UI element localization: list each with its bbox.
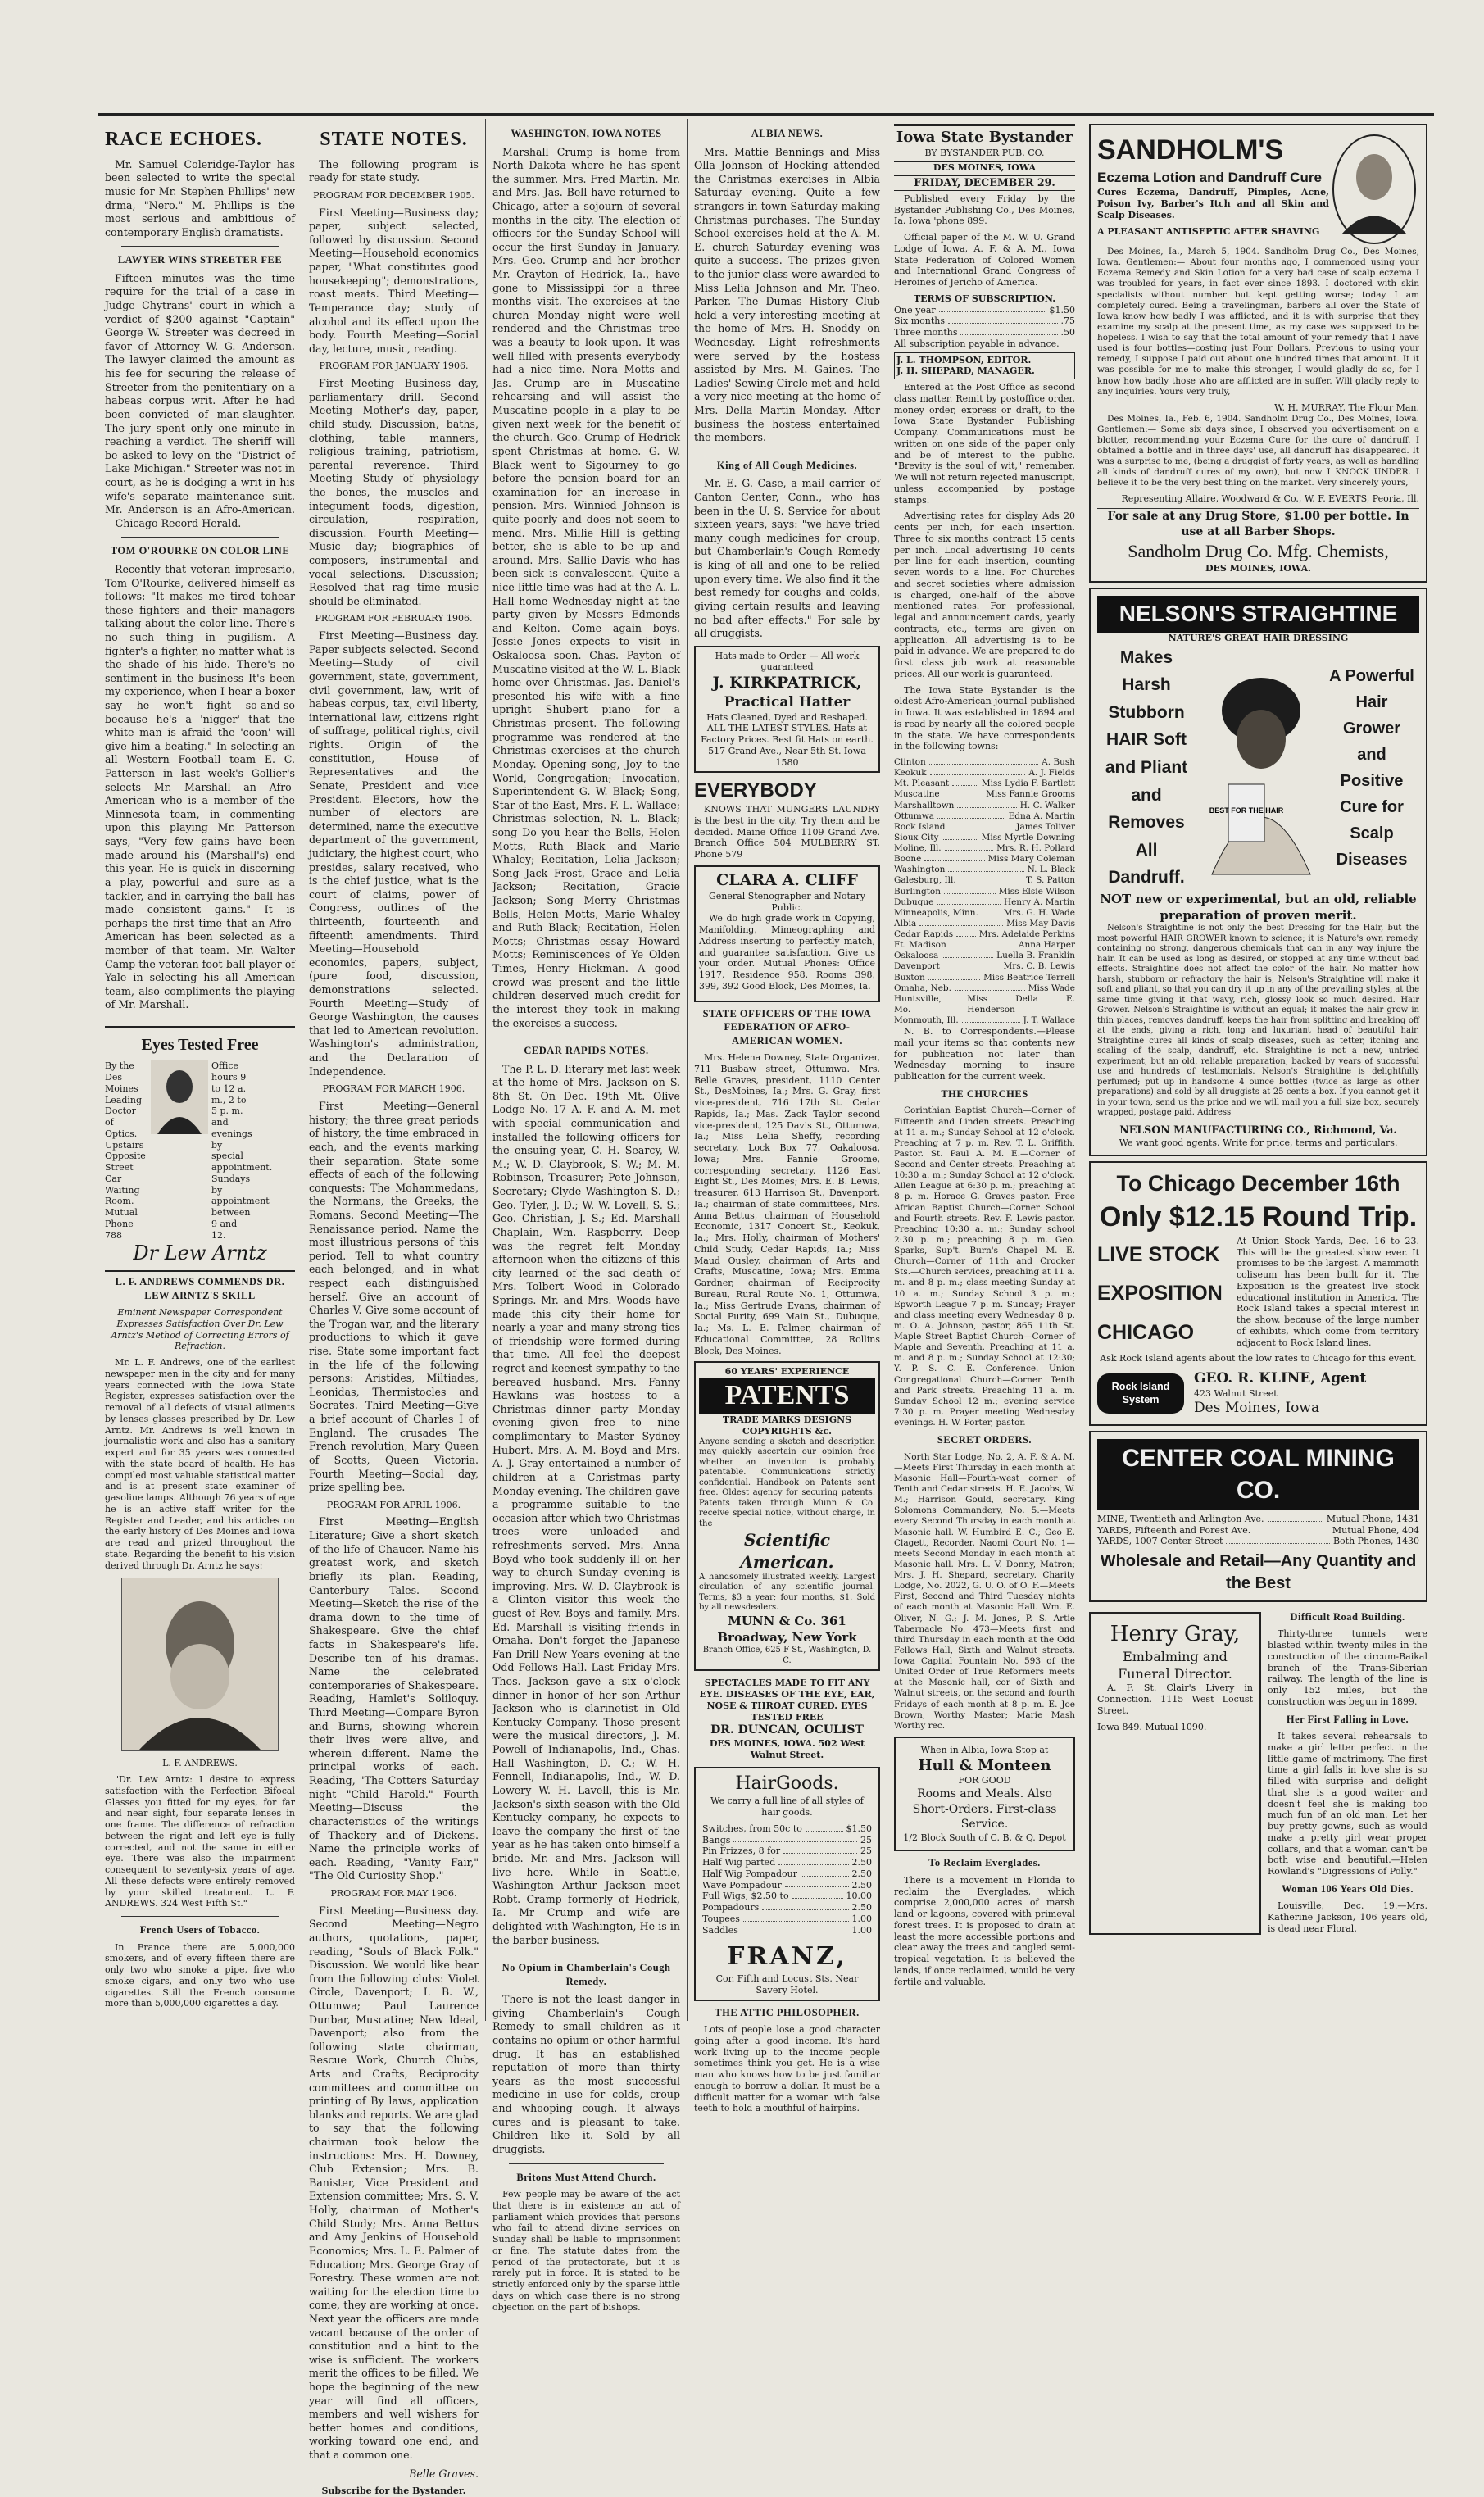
terms-row [894, 316, 1075, 327]
correspondent-row-value: Anna Harper [1018, 940, 1075, 951]
correspondent-row-value: H. C. Walker [1019, 800, 1075, 810]
nelson-left: Makes Harsh Stubborn HAIR Soft and Pliant and Removes All Dandruff. [1105, 647, 1188, 888]
subscribe-footer: Subscribe for the Bystander. [321, 2486, 466, 2497]
sandholm-company: Sandholm Drug Co. Mfg. Chemists, [1128, 541, 1389, 562]
program-may: PROGRAM FOR MAY 1906. [330, 1887, 457, 1899]
correspondent-row-value: Miss Fannie Grooms [986, 789, 1075, 800]
nelson-body: Nelson's Straightine is not only the best Dressing for the Hair, but the most powerful HAIR GROWER known to science; it is Nature's own remedy, containing no strong, dangerous chemicals that can in any way injure the hair. It can be used as long as desired, or stopped at any time without bad effects. Straightine does not affect the color of the hair. No matter how harsh, stubborn or refractory the hair is, Nelson's Straightine will make it soft and pliant, so that you can dry it up in any of the prevailing styles, at the same time giving it that wavy, rich, glossy look so much desired. Hair Grower. Nelson's Straightine is without an equal; it makes the hair grow in thin places, removes dandruff, keeps the hair from splitting and breaking off at the ends, giving a rich, long and luxuriant head of beautiful hair. Straightine cures all kinds of scalp diseases, such as tetter, itching and scaling of the scalp, dandruff, etc. Straightine is not a new, untried experiment, but an old, reliable preparation, backed by years of successful use and hundreds of testimonials. Nelson's Straightine is delightfully perfumed; put up in handsome 4 ounce bottles (twice as large as other preparations) and sold by all druggists at 25 cents a box. If you cannot get it in your town, send us the price and we will mail you a full size box, securely wrapped, postage paid. Address [1097, 924, 1419, 1118]
correspondent-row-label: Buxton [894, 972, 925, 983]
sandholm-letter-1: Des Moines, Ia., March 5, 1904. Sandholm Drug Co., Des Moines, Iowa. Gentlemen:— About four months ago, I commenced using your Eczema Remedy and Skin Lotion for a very bad case of scalp eczema I was troubled for years, in fact ever since 1893. I doctored with skin specialists without number but kept getting worse; today I am completely cured. Being a travelingman, barbers all over the State of Iowa know how badly I was afflicted, and it is with surprise that they examine my scalp at the present time, as my case was supposed to be hopeless. I wish to say that the total amount of your remedy that I have used is four bottles—costing just Four Dollars. Previous to using your remedy, I suppose I paid out about one hundred times that amount. It it was possible for me to make this stronger, I would gladly do so, for I know how badly those who are afflicted are in suffer. Will gladly reply to any inquiries. Yours very truly, [1097, 247, 1419, 397]
correspondent-row [894, 983, 1075, 994]
correspondent-row-value: J. T. Wallace [1023, 1015, 1075, 1026]
hair-item-value: 10.00 [846, 1891, 872, 1902]
publisher: BY BYSTANDER PUB. CO. [924, 147, 1045, 158]
coal-line [1097, 1536, 1419, 1547]
correspondent-row [894, 940, 1075, 951]
correspondent-row-value: James Toliver [1016, 821, 1075, 832]
washington-title: WASHINGTON, IOWA NOTES [511, 128, 662, 139]
hair-item-label: Saddles [702, 1924, 738, 1936]
correspondent-row [894, 1015, 1075, 1026]
coal-line-label: MINE, Twentieth and Arlington Ave. [1097, 1513, 1264, 1524]
sciam-body: A handsomely illustrated weekly. Largest circulation of any scientific journal. Terms, $3 a year; four months, $1. Sold by all newsdealers. [699, 1572, 875, 1613]
hair-item-label: Pompadours [702, 1902, 760, 1914]
hair-item [702, 1857, 872, 1868]
correspondent-row [894, 833, 1075, 843]
sandholm-sub: Eczema Lotion and Dandruff Cure [1097, 169, 1322, 185]
correspondent-row-label: Moline, Ill. [894, 843, 942, 854]
hair-price-list [702, 1823, 872, 1936]
correspondent-row [894, 929, 1075, 940]
sandholm-title: SANDHOLM'S [1097, 134, 1284, 166]
kirk-name: J. KIRKPATRICK, [712, 674, 862, 692]
hair-item [702, 1891, 872, 1902]
hair-item-value: 2.50 [851, 1902, 872, 1914]
column-1 [98, 124, 302, 2021]
coal-line-value: Mutual Phone, 404 [1332, 1524, 1419, 1536]
french-body: In France there are 5,000,000 smokers, and of every fifteen there are only two who smoke a pipe, five who smoke cigars, and only two who use cigarettes. Still the French consume more than 5,000,000 cigarettes a day. [105, 1941, 295, 2009]
correspondent-row-label: Muscatine [894, 789, 940, 800]
correspondent-row-value: Luella B. Franklin [996, 951, 1075, 961]
agent-city: Des Moines, Iowa [1194, 1400, 1320, 1417]
program-december: PROGRAM FOR DECEMBER 1905. [313, 189, 474, 201]
cough-body: Mr. E. G. Case, a mail carrier of Canton Center, Conn., who has been in the U. S. Service for about sixteen years, says: "we have tried many cough medicines for croup, but Chamberlain's Cough Remedy is king of all and one to be relied upon every time. We also find it the best remedy for coughs and colds, giving certain results and leaving no bad after effects." For sale by all druggists. [694, 477, 880, 640]
agent-name: GEO. R. KLINE, Agent [1194, 1370, 1367, 1387]
hair-item-label: Full Wigs, $2.50 to [702, 1891, 789, 1902]
correspondent-row-label: Rock Island [894, 821, 946, 832]
correspondent-row-label: Washington [894, 865, 946, 875]
hair-item-label: Switches, from 50c to [702, 1823, 802, 1834]
correspondent-row-value: A. Bush [1042, 757, 1075, 768]
lawyer-title: LAWYER WINS STREETER FEE [117, 254, 283, 266]
correspondent-row-label: Boone [894, 854, 922, 865]
livestock-title: LIVE STOCK EXPOSITION CHICAGO [1097, 1242, 1223, 1344]
correspondent-row-label: Oskaloosa [894, 951, 939, 961]
ad-rates: Advertising rates for display Ads 20 cents per inch, for each insertion. Three to six months contract 15 cents per inch. Local advertising 10 cents per line for each insertion, counting seven words to a line. For Churches and secret societies where admission is charged, one-half of the above mentioned rates. For professional, legal and announcement cards, yearly contracts, etc., terms are given on application. All advertising is to be paid in advance. We are prepared to do first class job work at reasonable prices. All our work is guaranteed. [894, 511, 1075, 679]
obit-title: Woman 106 Years Old Dies. [1282, 1882, 1414, 1895]
french-title: French Users of Tobacco. [139, 1924, 261, 1936]
program-march-body: First Meeting—General history; the three great periods of history, the time embraced in each, and the events marking their separation. State some effects of each of the following conquests: The Mohammedans, the Normans, the Greeks, the Romans. Second Meeting—The Renaissance period. Name the most illustrious persons of this period. Tell to what country each belonged, and in what respect each distinguished herself. Give an account of Charles V. Give some account of the Trogan war, and the literary productions to which it gave rise. State some important fact in the life of the following persons: Aristides, Miltiades, Leonidas, Thermistocles and Socrates. Third Meeting—Give a brief account of Charles I of England. The crusades The French revolution, Mary Queen of Scotts, Queen Victoria. Fourth Meeting—Social day, prize spelling bee. [309, 1100, 479, 1494]
terms-row-value: .75 [1060, 316, 1075, 327]
albia-box: When in Albia, Iowa Stop at [920, 1744, 1049, 1755]
obit-body: Louisville, Dec. 19.—Mrs. Katherine Jackson, 106 years old, is dead near Floral. [1268, 1900, 1427, 1934]
oculist-address: DES MOINES, IOWA. 502 West Walnut Street. [709, 1737, 865, 1760]
correspondent-row [894, 789, 1075, 800]
hair-item-label: Toupees [702, 1913, 740, 1924]
churches-body: Corinthian Baptist Church—Corner of Fifteenth and Linden streets. Preaching at 11 a. m.; Sunday School at 12 o'clock. Preaching at 7 p. m. Rev. T. L. Griffith, Pastor. St. Paul A. M. E.—Corner of Second and Center streets. Preaching at 10:30 a. m.; Sunday School at 12 o'clock. Allen League at 6:30 p. m.; preaching at 8 p. m. Horace G. Graves pastor. Free African Baptist Church—Corner School and Fourth streets. Rev. F. Lewis pastor. Preaching 10:30 a. m.; Sunday school 2:30 p. m.; preaching 8 p. m. Geo. Sparks, Sup't. Burn's Chapel M. E. Church—Corner of 11th and Crocker Sts.—Church services, preaching at 11 a. m. and 8 p. m.; class meeting Sunday at 10 a. m.; Sunday School 3 p. m.; Epworth League 7 p. m. Sunday; Prayer and class meeting every Wednesday 8 p. m. O. A. Johnson, pastor, 865 11th St. Maple Street Baptist Church—Corner of Maple and Seventh. Preaching at 11 a. m. and 8 p. m.; Sunday School at 12:30; Y. P. S. C. E. Conference. Union Congregational Church—Corner Tenth and Park streets. Preaching 11 a. m. Sunday School 12 m.; evening service 7:30 p. m. Prayer meeting Wednesday evenings. H. W. Porter, pastor. [894, 1105, 1075, 1428]
secret-body: North Star Lodge, No. 2, A. F. & A. M.—Meets First Thursday in each month at Masonic Hall—Fourth-west corner of Tenth and Cedar streets. H. E. Jacobs, W. M.; Harrison Gould, secretary. King Solomons Commandery, No. 5.—Meets every Second Thursday in each month at Masonic hall. W. Humbird E. C.; Geo E. Clagett, Recorder. Naomi Court No. 1—meets Second Monday in each month at Masonic hall. Mrs. L. V. Donny, Matron; Mrs. J. H. Shepard, secretary. Charity Lodge, No. 2022, G. U. O. of O. F.—Meets First, Second and Third Tuesday nights of each month at Masonic Hall. Wm. E. Oliver, N. G.; J. M. Jones, P. S. Artie Tabernacle No. 473—Meets first and third Thursday in each month at the Odd Fellows Hall, Sixth and Walnut streets. Iowa Capital Fountain No. 593 of the United Order of True Reformers meets at the Masonic hall, cor of Sixth and Walnut streets, on the second and fourth Fridays of each month at 8 p. m. E. Joe Brown, Worthy Master; Marie Mash Worthy rec. [894, 1451, 1075, 1731]
washington-body: Marshall Crump is home from North Dakota where he has spent the summer. Mrs. Fred Martin. Mr. and Mrs. Jas. Bell have returned to Chicago, after a sojourn of several months in the city. The election of officers for the Sunday School will occur the first Sunday in January. Mrs. Geo. Crump and her brother Mr. Crayton of Hedrick, Ia., have gone to Mississippi for a three months visit. The exercises at the church Monday night were well rendered and the Christmas tree was a beauty to look upon. It was well filled with presents everybody had a nice time. Nora Motts and Jas. Crump are in Muscatine rehearsing and will assist the Muscatine people in a play to be given next week for the benefit of the church. Geo. Crump of Hedrick spent Christmas at home. G. W. Black went to Sigourney to go before the pension board for an examination for an increase in pension. Mrs. Winnied Johnson is quite poorly and does not seem to mend. Mrs. Millie Hill is getting better, she is able to be up and around. Mrs. Sallie Davis who has been sick is convalescent. Quite a nice little time was had at the A. L. Hall home Wednesday night at the party given by Messrs Edmonds and Kelton. Come again boys. Jessie Jones expects to visit in Oskaloosa soon. Chas. Payton of Muscatine visited at the W. L. Black home over Christmas. Jas. Daniel's presented his wife with a fine upright Shubert piano for a Christmas present. The following programme was rendered at the Christmas exercises at the church Monday. Opening song, Joy to the World, Congregation; Invocation, Superintendent G. W. Black; Song, Star of the East, Mrs. F. L. Wallace; Christmas selection, N. L. Black; song Do you hear the Bells, Helen Motts, Ruth Black and Marie Whaley; Recitation, Lelia Jackson; Song Jack Frost, Grace and Lelia Jackson; Recitation, Gracie Jackson; Song Merry Christmas Bells, Helen Motts, Marie Whaley and Ruth Black; Recitation, Helen Motts; Christmas essay Howard Motts; Reminiscences of Ye Olden Times, Henry Hickman. A good crowd was present and the little children deserved much credit for the interest they took in making the exercises a success. [492, 145, 680, 1029]
sandholm-ad [1089, 124, 1427, 583]
andrews-letter: "Dr. Lew Arntz: I desire to express satisfaction with the Perfection Bifocal Glasses you fitted for my eyes, for far and near sight, four separate lenses in one frame. The difference of refraction between the right and left eye is fully corrected, and not the same in either eye. There was also the impairment consequent to seventy-six years of age. All these defects were entirely removed by your skilled treatment. L. F. ANDREWS. 324 West Fifth St." [105, 1774, 295, 1909]
correspondent-row [894, 897, 1075, 908]
column-5 [887, 124, 1082, 2021]
sandholm-cures: Cures Eczema, Dandruff, Pimples, Acne, Poison Ivy, Barber's Itch and all Skin and Scalp Diseases. [1097, 187, 1329, 220]
chicago-title: To Chicago December 16th [1116, 1171, 1400, 1196]
editor: J. L. THOMPSON, EDITOR. [896, 354, 1032, 365]
sandholm-portrait-icon [1329, 132, 1419, 247]
correspondent-row-label: Ft. Madison [894, 940, 946, 951]
tom-title: TOM O'ROURKE ON COLOR LINE [110, 545, 290, 557]
hair-item [702, 1902, 872, 1914]
correspondent-row [894, 994, 1075, 1015]
correspondent-row-label: Sioux City [894, 832, 939, 842]
correspondents-list [894, 757, 1075, 1026]
munn-company: MUNN & Co. 361 Broadway, New York [717, 1613, 857, 1645]
chicago-body: At Union Stock Yards, Dec. 16 to 23. This will be the greatest show ever. It promises to be the largest. A mammoth coliseum has been built for it. The Exposition is the greatest live stock educational institution in America. The Rock Island takes a special interest in the show, because of the large number of exhibits, which come from territory adjacent to Rock Island lines. [1237, 1235, 1419, 1348]
tom-body: Recently that veteran impresario, Tom O'Rourke, delivered himself as follows: "It makes me tired tohear these fighters and their managers talking about the color line. There's no such thing in pugilism. A fighter's a fighter, no matter what is the shade of his hide. There's no sentiment in the business It's been my experience, when I hear a boxer say he won't fight so-and-so because he's a 'nigger' that the white man is afraid the 'coon' will give him a beating." In selecting an all Western Football team E. C. Patterson in last week's Gollier's selects Mr. Marshall an Afro-American who is a member of the Minnesota team, in commenting upon this playing Mr. Patterson says, "Very few gains have been made around his (Marshall's) end this year. He is quick in discerning a play, powerful and sure as a tackler, and in carrying the ball has made consistent gains." It is perhaps the first time that an Afro-American has been selected as a member of that team. Mr. Walter Camp the veteran foot-ball player of Yale in selecting his all American team, also compliments the playing of Mr. Marshall. [105, 562, 295, 1011]
sandholm-tag: A PLEASANT ANTISEPTIC AFTER SHAVING [1097, 225, 1320, 237]
lawyer-body: Fifteen minutes was the time require for the trial of a case in Judge Chytrans' court in which a verdict of $200 against "Captain" George W. Streeter was decreed in favor of Attorney W. G. Anderson. The lawyer claimed the amount as his fee for securing the release of Streeter from the penitentiary on a habeas corpus writ. After he had been convicted of man-slaughter. The jury spent only one minute in reaching a verdict. The sheriff will be asked to levy on the "District of Lake Michigan." Streeter was not in court, as he is dodging a writ in his wife's separate maintenance suit. Mr. Anderson is an Afro-American.—Chicago Record Herald. [105, 271, 295, 529]
pub-note: Published every Friday by the Bystander Publishing Co., Des Moines, Ia. Iowa 'phone 899. [894, 193, 1075, 227]
state-notes-title: STATE NOTES. [320, 129, 468, 150]
coal-tag: Wholesale and Retail—Any Quantity and the Best [1100, 1552, 1417, 1592]
correspondent-row-value: Edna A. Martin [1008, 810, 1075, 821]
rock-island-ad [1089, 1161, 1427, 1425]
hull-name: Hull & Monteen [918, 1756, 1051, 1774]
sandholm-city: DES MOINES, IOWA. [1205, 563, 1311, 574]
nelson-ad [1089, 588, 1427, 1157]
attic-title: THE ATTIC PHILOSOPHER. [715, 2006, 860, 2018]
officers-title: STATE OFFICERS OF THE IOWA FEDERATION OF AFRO-AMERICAN WOMEN. [702, 1007, 872, 1046]
hair-item-value: 1.00 [851, 1913, 872, 1924]
column-6 [1082, 124, 1434, 2021]
program-march: PROGRAM FOR MARCH 1906. [322, 1083, 465, 1095]
andrews-body: Mr. L. F. Andrews, one of the earliest newspaper men in the city and for many years connected with the Iowa State Register, expresses satisfaction over the removal of all defects of visual ailments by lenses glasses prescribed by Dr. Lew Arntz. Mr. Andrews is well known in journalistic work and also has a sanitary expert and for 35 years was connected with the state board of health. He has compiled most valuable statistical matter and is at present state examiner of gasoline lamps. Although 76 years of age he is an active staff writer for the Register and Leader, and his articles on the early history of Des Moines and Iowa are read and prized throughout the state. Regarding the benefit to his vision derived through Dr. Arntz he says: [105, 1357, 295, 1571]
everglades-body: There is a movement in Florida to reclaim the Everglades, which comprise 2,000,000 acres of marsh land or lagoons, covered with primeval forest trees. It is proposed to drain at least the more accessible portions and clear away the trees and tangled semi-tropical vegetation. It is believed the lands, if once reclaimed, would be very fertile and valuable. [894, 1874, 1075, 1987]
gray-title: Henry Gray, [1110, 1621, 1241, 1646]
letter-1-signature: W. H. MURRAY, The Flour Man. [1274, 402, 1419, 413]
hull-sub: FOR GOOD [958, 1775, 1011, 1786]
opium-body: There is not the least danger in giving Chamberlain's Cough Remedy to small children as it contains no opium or other harmful drug. It has an established reputation of more than thirty years as the most successful medicine in use for colds, croup and whooping cough. It always cures and is pleasant to take. Children like it. Sold by all druggists. [492, 1993, 680, 2155]
cough-title: King of All Cough Medicines. [716, 459, 858, 471]
correspondent-row-value: Miss Beatrice Terrell [983, 972, 1075, 983]
gray-sub: Embalming and Funeral Director. [1118, 1649, 1232, 1682]
henry-gray-ad [1089, 1612, 1261, 1935]
churches-title: THE CHURCHES [941, 1087, 1028, 1100]
cedar-body: The P. L. D. literary met last week at the home of Mrs. Jackson on S. 8th St. On Dec. 19th Mt. Olive Lodge No. 17 A. F. and A. M. met with special communication and installed the following officers for the ensuing year, C. H. Searcy, W. M.; W. D. Claybrook, S. W.; M. M. Robinson, Treasurer; Pete Johnson, Secretary; Clyde Washington S. D.; Geo. Tyler, J. D.; W. W. Lovell, S. S.; Geo. Christian, J. S.; Ed. Marshall Chaplain, Wm. Raspberry. Deep was the regret felt Monday afternoon when the citizens of this city learned of the sad death of Mrs. Tolbert Wood in Colorado Springs. Mr. and Mrs. Woods have made this city their home for nearly a year and many strong ties of friendship were formed during that time. All feel the deepest regret and keenest sympathy to the bereaved husband. Mrs. Fanny Hawkins was hostess to a Christmas dinner party Monday evening given free to nine complimentary to Master Sydney Hubert. Mrs. A. M. Boyd and Mrs. A. J. Gray entertained a number of children at a Christmas party Monday evening. The children gave a programme suitable to the occasion after which two Christmas trees were unloaded and refreshments served. Mrs. Anna Boyd who took suddenly ill on her way to church Sunday evening is improving. Mrs. W. D. Claybrook is a Clinton visitor this week the guest of Rev. Boys and family. Mrs. Ed. Marshall is visiting friends in Omaha. Don't forget the Japanese Fan Drill New Years evening at the Odd Fellows Hall. Last Friday Mrs. Thos. Jackson gave a six o'clock dinner in honor of her son Arthur Jackson who is clarinetist in Old Kentucky Company. Those present were the musical directors, J. M. Powell of Indianapolis, Ind., Chas. Hall Washington, D. C.; W. H. Fennell, Indianapolis, Ind., W. D. Lowery W. H. Lavell, this is Mr. Jackson's sixth season with the Old Kentucky company, he expects to leave the company the first of the year as he has taken onto himself a bride. Mr. and Mrs. Jackson will live here. While in Seattle, Washington Arthur Jackson meet Robt. Cramp formerly of Hedrick, Ia. Mr Crump and wife are delighted with Washington, He is in the barber business. [492, 1062, 680, 1946]
kirk-trade: Practical Hatter [724, 694, 851, 711]
terms-row [894, 305, 1075, 316]
correspondent-row-label: Dubuque [894, 897, 934, 907]
kirk-body: Hats Cleaned, Dyed and Reshaped. ALL THE LATEST STYLES. Hats at Factory Prices. Best fit Hats on earth. 517 Grand Ave., Near 5th St. Iowa 1580 [701, 711, 874, 768]
oculist-ad [694, 1676, 880, 1762]
bottle-label: BEST FOR THE HAIR [1209, 806, 1284, 815]
hair-item-label: Wave Pompadour [702, 1879, 782, 1891]
hair-goods-ad [694, 1767, 880, 2000]
correspondent-row-value: Mrs. R. H. Pollard [996, 843, 1075, 854]
patents-ad [694, 1361, 880, 1671]
correspondent-row-label: Clinton [894, 757, 926, 768]
hair-item-value: 1.00 [851, 1924, 872, 1936]
correspondent-row-value: Henry A. Martin [1003, 897, 1075, 907]
laundry-ad [694, 778, 880, 860]
franz-name: FRANZ, [727, 1942, 847, 1972]
correspondent-row-label: Marshalltown [894, 800, 955, 810]
program-february: PROGRAM FOR FEBRUARY 1906. [315, 613, 473, 624]
hair-item [702, 1914, 872, 1925]
correspondent-row-value: A. J. Fields [1028, 768, 1075, 779]
cedar-title: CEDAR RAPIDS NOTES. [524, 1045, 649, 1057]
coal-line [1097, 1514, 1419, 1525]
correspondent-row-label: Albia [894, 918, 917, 928]
nelson-sub: NATURE'S GREAT HAIR DRESSING [1168, 632, 1349, 643]
sandholm-letter-2: Des Moines, Ia., Feb. 6, 1904. Sandholm Drug Co., Des Moines, Iowa. Gentlemen:— Some six days since, I observed you advertisement on a blotter, recommending your Eczema Cure for the cure of dandruff. I obtained a bottle and in three days' use, all dandruff has disappeared. It was a surprise to me, (being a druggist of forty years, as well as handling all kinds of dandruff cures of my own), but now I KNOCK UNDER. I believe it to be the very best thing on the market. Very sincerely yours, [1097, 413, 1419, 488]
correspondent-row-label: Ottumwa [894, 810, 935, 821]
hair-item-label: Pin Frizzes, 8 for [702, 1846, 781, 1857]
program-april-body: First Meeting—English Literature; Give a short sketch of the life of Chaucer. Name his greatest work, and sketch briefly its plan. Reading, Canterbury Tales. Second Meeting—Sketch the rise of the drama down to the time of Shakespeare. Give the chief facts in Shakespeare's life. Describe ten of his dramas. Name the celebrated contemporaries of Shakespeare. Reading, Hamlet's Soliloquy. Third Meeting—Compare Byron and Burns, showing wherein their lives were alive, and wherein different. Name the principal works of each. Reading, "The Cotters Saturday night "Child Harold." Fourth Meeting—Discuss the characteristics of the writings of Thackery and of Dickens. Name the principle works of each. Reading, "Vanity Fair," "The Old Curiosity Shop." [309, 1515, 479, 1882]
correspondent-row-value: T. S. Patton [1025, 875, 1075, 886]
munn-branch: Branch Office, 625 F St., Washington, D. C. [702, 1646, 872, 1665]
history: The Iowa State Bystander is the oldest Afro-American journal published in Iowa. It was established in 1894 and is read by nearly all the colored people in the state. We have correspondents in the following towns: [894, 684, 1075, 752]
kirk-head: Hats made to Order — All work guaranteed [715, 650, 860, 673]
correspondent-row-label: Monmouth, Ill. [894, 1015, 959, 1026]
scientific-american: Scientific American. [740, 1530, 834, 1572]
correspondent-row-label: Keokuk [894, 768, 927, 779]
gray-phones: Iowa 849. Mutual 1090. [1097, 1721, 1207, 1732]
eyes-body: By the Des Moines Leading Doctor of Optics. Upstairs Opposite Street Car Waiting Room. Mutual Phone 788 [105, 1060, 146, 1241]
hair-item [702, 1823, 872, 1835]
hair-item [702, 1925, 872, 1936]
terms-row [894, 327, 1075, 338]
kirkpatrick-ad [694, 646, 880, 774]
franz-address: Cor. Fifth and Locust Sts. Near Savery Hotel. [715, 1973, 859, 1995]
clara-sub: General Stenographer and Notary Public. [708, 890, 866, 913]
terms-row-value: .50 [1060, 327, 1075, 338]
sandholm-sale: For sale at any Drug Store, $1.00 per bottle. In use at all Barber Shops. [1097, 508, 1419, 539]
correspondent-row [894, 779, 1075, 789]
nelson-right: A Powerful Hair Grower and Positive Cure for Scalp Diseases [1329, 666, 1414, 869]
correspondent-note: N. B. to Correspondents.—Please mail your items so that contents new for publication not later than Wednesday morning to insure publication for the current week. [894, 1026, 1075, 1083]
correspondent-row-value: Miss Lydia F. Bartlett [981, 779, 1075, 789]
program-may-body: First Meeting—Business day. Second Meeting—Negro authors, quotations, paper, reading, "Souls of Black Folk." Discussion. We would like hear from the following clubs: Violet Circle, Davenport; I. B. W., Ottumwa; Paul Laurence Dunbar, Muscatine; New Ideal, Davenport; also from the following state chairman, Rescue Work, Church Clubs, Arts and Crafts, Reciprocity committees and committee on printing of By laws, application blanks and reports. We are glad to say that the following chairman took below the instructions: Mrs. H. Downey, Club Extension; Mrs. B. Banister, Vice President and Extension committee; Mrs. S. V. Holly, chairman of Mother's Child Study; Mrs. Anna Bettus and Amy Jenkins of Household Economics; Mrs. L. E. Palmer of Education; Mrs. George Gray of Forestry. These women are not waiting for the election time to come, they are working at once. Next year the officers are made vacant because of the order of constitution and a hint to the wise is sufficient. The workers merit the offices to be filled. We hope the beginning of the new year will find all officers, members and well wishers for better homes and conditions, working toward one end, and that a common one. [309, 1904, 479, 2462]
hair-item-value: 2.50 [851, 1868, 872, 1879]
state-notes-intro: The following program is ready for state study. [309, 157, 479, 184]
correspondent-row [894, 811, 1075, 822]
andrews-portrait-icon [121, 1578, 279, 1751]
hair-item [702, 1880, 872, 1891]
road-title: Difficult Road Building. [1290, 1610, 1405, 1623]
everybody-body: KNOWS THAT MUNGERS LAUNDRY is the best in the city. Try them and be decided. Maine Office 1109 Grand Ave. Branch Office 504 MULBERRY ST. Phone 579 [694, 804, 880, 860]
race-echoes-body: Mr. Samuel Coleridge-Taylor has been selected to write the special music for Mr. Stephen Phillips' new drma, "Nero." M. Phillips is the most serious and ambitious of contemporary English dramatists. [105, 157, 295, 238]
nelson-company: NELSON MANUFACTURING CO., Richmond, Va. [1119, 1123, 1397, 1136]
correspondent-row-label: Huntsville, Mo. [894, 993, 942, 1015]
coal-line-label: YARDS, Fifteenth and Forest Ave. [1097, 1524, 1251, 1536]
notice: Entered at the Post Office as second class matter. Remit by postoffice order, money order, express or draft, to the Iowa State Bystander Publishing Company. Communications must be written on one side of the paper only and be of interest to the public. "Brevity is the soul of wit," remember. We will not return rejected manuscript, unless accompanied by postage stamps. [894, 382, 1075, 506]
correspondent-row-value: Miss Mary Coleman [987, 854, 1075, 865]
portrait-caption: L. F. ANDREWS. [162, 1758, 238, 1769]
correspondent-row [894, 919, 1075, 929]
rock-island-logo: Rock Island System [1097, 1373, 1184, 1414]
correspondent-row [894, 887, 1075, 897]
masthead: Iowa State Bystander [896, 129, 1073, 146]
correspondent-row-label: Burlington [894, 886, 942, 897]
correspondent-row [894, 854, 1075, 865]
agent-address: 423 Walnut Street [1194, 1387, 1278, 1399]
nelson-not: NOT new or experimental, but an old, reliable preparation of proven merit. [1100, 891, 1417, 923]
coal-line-value: Mutual Phone, 1431 [1326, 1513, 1419, 1524]
terms-row-value: $1.50 [1049, 304, 1075, 316]
doctor-signature: Dr Lew Arntz [133, 1242, 267, 1265]
correspondent-row-value: Mrs. G. H. Wade [1003, 907, 1075, 918]
correspondent-row [894, 961, 1075, 972]
love-title: Her First Falling in Love. [1286, 1713, 1409, 1725]
program-february-body: First Meeting—Business day. Paper subjects selected. Second Meeting—Study of civil government, state, government, civil government, law, writ of habeas corpus, tax, civil liberty, international law, citizens right of suffrage, political rights, civil rights. Origin of the constitution, House of Representatives and the Senate, President and vice President. Electors, how the number of electors are determined, name the executive department of the government, judiciary, the highest court, who presides, salary received, who is the chief justice, what is the court of claims, power of Congress, outlines of the thirteenth, fourteenth and fifteenth amendments. Third Meeting—Household economics, papers, subject, (pure food, discussion, demonstrations selected. Fourth Meeting—Study of George Washington, the causes that led to American revolution. Washington's administration, and the Declaration of Independence. [309, 629, 479, 1078]
correspondent-row [894, 757, 1075, 768]
column-2 [302, 124, 485, 2497]
correspondent-row-value: Miss Myrtle Downing [981, 832, 1075, 842]
coal-title: CENTER COAL MINING CO. [1097, 1439, 1419, 1510]
officers-body: Mrs. Helena Downey, State Organizer, 711 Busbaw street, Ottumwa. Mrs. Belle Graves, president, 1110 Center St., DesMoines, Ia.; Mrs. G. Gray, first vice-president, 716 17th St. Cedar Rapids, Ia.; Mas. Zack Taylor second vice-president, 125 Davis St., Ottumwa, Ia.; Miss Lelia Sheffy, recording secretary, Lock Box 77, Oakaloosa, Iowa; Mrs. Fannie Groome, corresponding secretary, 1126 East Eight St., Des Moines; Mrs. E. B. Lewis, treasurer, 613 Harrison St., Davenport, Ia.; chairman of state committees, Mrs. Anna Bettus, chairman of Household Economic, 1317 Concert St., Keokuk, Ia.; Mrs. Holly, chairman of Mothers' Child Study, Cedar Rapids, Ia.; Miss Maud Ousley, chairman of Arts and Crafts, Muscatine, Iowa; Mrs. Emma Gardner, chairman of Reciprocity Bureau, Rural Route No. 1, Ottumwa, Ia.; Miss Gertrude Evans, chairman of Social Purity, 699 Main St., Dubuque, Ia.; Ms. L. E. Palmer, chairman of Educational Committee, 28 Rollins Block, Des Moines. [694, 1052, 880, 1356]
correspondent-row-label: Omaha, Neb. [894, 983, 951, 993]
correspondent-row-value: Miss Wade [1028, 983, 1075, 993]
correspondent-row [894, 875, 1075, 886]
correspondent-row-label: Cedar Rapids [894, 929, 954, 940]
letter-2-signature: Representing Allaire, Woodward & Co., W. F. EVERTS, Peoria, Ill. [1121, 493, 1419, 505]
patents-body: Anyone sending a sketch and description may quickly ascertain our opinion free whether an invention is probably patentable. Communications strictly confidential. Handbook on Patents sent free. Oldest agency for securing patents. Patents taken through Munn & Co. receive special notice, without charge, in the [699, 1437, 875, 1528]
patents-title: PATENTS [699, 1378, 875, 1414]
correspondent-row-label: Galesburg, Ill. [894, 875, 956, 886]
albia-body: Mrs. Mattie Bennings and Miss Olla Johnson of Hocking attended the Christmas exercises in Albia Saturday evening. Quite a few strangers in town Saturday making Christmas purchases. The Sunday School exercises held at the A. M. E. church Saturday evening was quite a success. The prizes given to the junior class were awarded to Miss Lelia Johnson and Mr. Theo. Parker. The Dumas History Club held a very interesting meeting at the home of Mrs. H. Snoddy on Wednesday. Light refreshments were served by the hostess assisted by Mrs. M. Gaines. The Ladies' Sewing Circle met and held a very nice meeting at the home of Mrs. Della Martin Monday. After business the hostess entertained the members. [694, 145, 880, 444]
newspaper-page [98, 113, 1434, 2497]
chicago-price: Only $12.15 Round Trip. [1099, 1201, 1418, 1233]
nelson-agents: We want good agents. Write for price, terms and particulars. [1119, 1137, 1398, 1148]
clara-name: CLARA A. CLIFF [716, 870, 858, 889]
race-echoes-title: RACE ECHOES. [105, 129, 263, 150]
patents-years: 60 YEARS' EXPERIENCE [724, 1366, 850, 1378]
hair-item-value: 2.50 [851, 1879, 872, 1891]
hair-item-value: $1.50 [846, 1823, 872, 1834]
correspondent-row [894, 768, 1075, 779]
correspondent-row-value: Miss May Davis [1006, 918, 1075, 928]
hull-address: 1/2 Block South of C. B. & Q. Depot [903, 1832, 1066, 1843]
hair-item-label: Half Wig Pompadour [702, 1868, 798, 1879]
eyes-tested-ad [105, 1026, 295, 1272]
oculist-name: DR. DUNCAN, OCULIST [710, 1723, 864, 1737]
program-january: PROGRAM FOR JANUARY 1906. [319, 361, 469, 372]
terms-title: TERMS OF SUBSCRIPTION. [913, 293, 1056, 304]
terms-row-label: Three months [894, 327, 958, 338]
coal-line-value: Both Phones, 1430 [1332, 1536, 1419, 1547]
albia-title: ALBIA NEWS. [751, 128, 824, 139]
coal-line [1097, 1525, 1419, 1537]
correspondent-row-label: Mt. Pleasant [894, 779, 950, 789]
hair-item-value: 2.50 [851, 1857, 872, 1868]
eyes-office-hours: Office hours 9 to 12 a. m., 2 to 5 p. m. and evenings by special appointment. Sundays by appointment between 9 and 12. [211, 1060, 273, 1241]
correspondent-row [894, 843, 1075, 854]
correspondent-row-value: Mrs. Adelaide Perkins [978, 929, 1075, 940]
eyes-title: Eyes Tested Free [141, 1036, 259, 1055]
britons-title: Britons Must Attend Church. [516, 2171, 656, 2183]
column-3 [486, 124, 687, 2313]
hair-item [702, 1868, 872, 1880]
correspondent-row-value: Miss Elsie Wilson [998, 886, 1075, 897]
chicago-ask: Ask Rock Island agents about the low rates to Chicago for this event. [1100, 1353, 1417, 1364]
official-paper: Official paper of the M. W. U. Grand Lodge of Iowa, A. F. & A. M., Iowa State Federation of Colored Women and International Grand Congress of Heroines of Jericho of America. [894, 232, 1075, 288]
terms-advance: All subscription payable in advance. [894, 338, 1060, 349]
hair-item-value: 25 [860, 1834, 872, 1846]
hair-item-label: Bangs [702, 1834, 731, 1846]
hair-intro: We carry a full line of all styles of hair goods. [710, 1796, 864, 1818]
spectacles-text: SPECTACLES MADE TO FIT ANY EYE. DISEASES OF THE EYE, EAR, NOSE & THROAT CURED. EYES TESTED FREE [699, 1678, 875, 1723]
coal-line-label: YARDS, 1007 Center Street [1097, 1536, 1223, 1547]
hair-title: HairGoods. [735, 1773, 839, 1795]
opium-title: No Opium in Chamberlain's Cough Remedy. [501, 1962, 671, 1987]
hair-item [702, 1835, 872, 1846]
correspondent-row [894, 908, 1075, 919]
correspondent-row-value: N. L. Black [1027, 865, 1075, 875]
correspondent-row-value: Mrs. C. B. Lewis [1003, 961, 1075, 972]
coal-ad [1089, 1431, 1427, 1602]
issue-date: FRIDAY, DECEMBER 29. [894, 175, 1075, 191]
correspondent-row [894, 951, 1075, 961]
program-april: PROGRAM FOR APRIL 1906. [326, 1499, 461, 1510]
hull-monteen-ad [894, 1737, 1075, 1851]
staff-box [894, 352, 1075, 380]
place: DES MOINES, IOWA [933, 161, 1037, 173]
column-4 [688, 124, 887, 2114]
correspondent-row [894, 822, 1075, 833]
doctor-portrait-icon [151, 1060, 208, 1134]
program-january-body: First Meeting—Business day, parliamentary drill. Second Meeting—Mother's day, paper, child study. Discussion, baths, clothing, table manners, religious training, patriotism, parental reverence. Third Meeting—Study of physiology the bones, the muscles and integument foods, digestion, circulation, respiration, discussion. Fourth Meeting—Music day; biographies of composers, instrumental and vocal selections. Discussion; Resolved that rag time music should be eliminated. [309, 377, 479, 607]
signoff: Belle Graves. [409, 2467, 479, 2480]
andrews-title: L. F. ANDREWS COMMENDS DR. LEW ARNTZ'S SKILL [115, 1276, 285, 1301]
everglades-title: To Reclaim Everglades. [928, 1857, 1041, 1869]
correspondent-row [894, 801, 1075, 811]
terms-row-label: Six months [894, 316, 946, 327]
hair-item [702, 1846, 872, 1857]
andrews-subtitle: Eminent Newspaper Correspondent Expresses Satisfaction Over Dr. Lew Arntz's Method of Correcting Errors of Refraction. [111, 1307, 289, 1352]
correspondent-row-label: Davenport [894, 961, 940, 972]
nelson-title: NELSON'S STRAIGHTINE [1097, 596, 1419, 633]
correspondent-row [894, 973, 1075, 983]
woman-with-bottle-icon [1196, 661, 1327, 874]
patents-marks: TRADE MARKS DESIGNS COPYRIGHTS &c. [722, 1414, 852, 1437]
clara-cliff-ad [694, 865, 880, 1002]
attic-body: Lots of people lose a good character going after a good income. It's hard work living up to the income people sometimes think you get. He is a wise man who knows how to be just familiar enough to borrow a dollar. It must be a difficult matter for a woman with false teeth to hold a mouthful of hairpins. [694, 2024, 880, 2114]
correspondent-row-label: Minneapolis, Minn. [894, 907, 978, 918]
coal-lines [1097, 1514, 1419, 1547]
terms-list [894, 305, 1075, 338]
manager: J. H. SHEPARD, MANAGER. [896, 365, 1035, 377]
clara-body: We do high grade work in Copying, Manifolding, Mimeographing and Address inserting to perfectly match, and guarantee satisfaction. Give us your order. Mutual Phones: Office 1917, Residence 958. Rooms 398, 399, 392 Good Block, Des Moines, Ia. [699, 913, 875, 992]
program-december-body: First Meeting—Business day; paper, subject selected, followed by discussion. Second Meeting—Household economics paper, "What constitutes good housekeeping"; demonstrations, roast meats. Third Meeting—Temperance day; study of alcohol and its effect upon the body. Fourth Meeting—Social day, lecture, music, reading. [309, 206, 479, 355]
terms-row-label: One year [894, 304, 936, 316]
love-body: It takes several rehearsals to make a girl letter perfect in the little game of matrimony. The first time a girl falls in love she is so filled with surprise and delight that she is a good waiter and doesn't feel she is making too much fun of an old man. Let her buy pretty gowns, such as would make a pretty girl wear proper collars, and that a woman can't be both wise and beautiful.—Helen Rowland's "Digressions of Polly." [1268, 1731, 1427, 1877]
hair-item-value: 25 [860, 1846, 872, 1857]
correspondent-row [894, 865, 1075, 875]
secret-title: SECRET ORDERS. [937, 1434, 1032, 1446]
hair-item-label: Half Wig parted [702, 1857, 776, 1868]
everybody-title: EVERYBODY [694, 779, 817, 802]
britons-body: Few people may be aware of the act that there is in existence an act of parliament which provides that persons who fail to attend divine services on Sunday shall be liable to imprisonment or fine. The statute dates from the period of the protectorate, but it is rarely put in force. It is stated to be strictly enforced only by the sparse little days on which case there is no strong objection on the part of bishops. [492, 2189, 680, 2313]
hull-body: Rooms and Meals. Also Short-Orders. First-class Service. [912, 1787, 1057, 1832]
correspondent-row-value: Miss Della E. Henderson [967, 993, 1075, 1015]
gray-address: A. F. St. Clair's Livery in Connection. 1115 West Locust Street. [1097, 1682, 1253, 1716]
road-body: Thirty-three tunnels were blasted within twenty miles in the construction of the circum-Baikal branch of the Trans-Siberian railway. The length of the line is only 152 miles, but the construction was begun in 1899. [1268, 1628, 1427, 1707]
